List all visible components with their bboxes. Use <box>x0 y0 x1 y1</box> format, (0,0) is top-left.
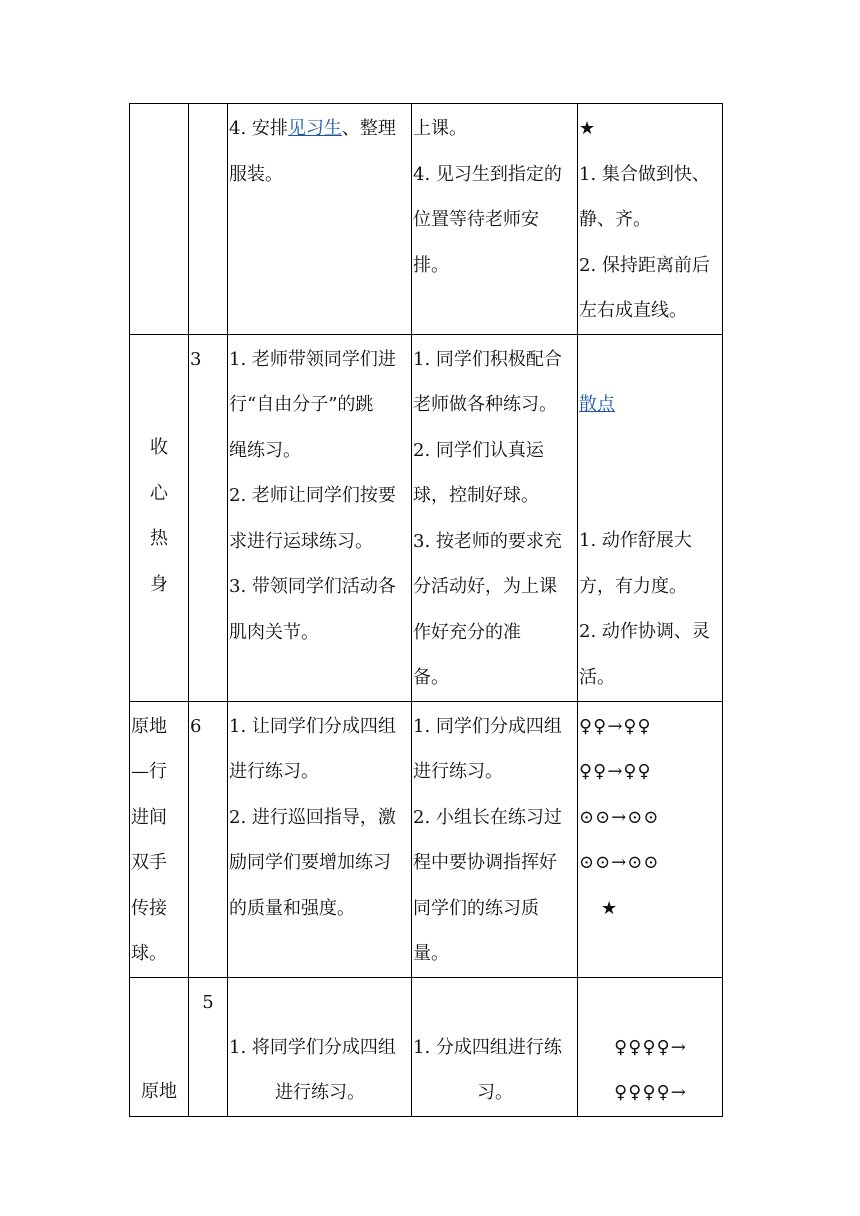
text-line: 球，控制好球。 <box>413 485 539 506</box>
formation-line: ⊙⊙→⊙⊙ <box>579 806 660 828</box>
formation-line: ♀♀→♀♀ <box>579 715 652 737</box>
section-name-cell <box>130 104 189 335</box>
section-name-cell <box>130 334 189 701</box>
text-line: 量。 <box>413 943 449 964</box>
minutes-cell <box>189 977 228 1116</box>
text-line: 1. 老师带领同学们进 <box>229 348 396 370</box>
text-line: 进行练习。 <box>275 1082 365 1103</box>
section-name-cell <box>130 701 189 977</box>
text-line: 励同学们要增加练习 <box>229 852 391 873</box>
text-line: 2. 同学们认真运 <box>413 439 544 461</box>
text-line: 同学们的练习质 <box>413 897 539 919</box>
text-line: —行 <box>131 761 167 782</box>
text-line: 原地 <box>131 715 167 737</box>
table-row <box>130 334 723 701</box>
student-activity-cell <box>412 977 578 1116</box>
text-line: 双手 <box>131 852 167 873</box>
table-row <box>130 701 723 977</box>
organization-cell <box>578 701 723 977</box>
text-line: 进行练习。 <box>413 761 503 782</box>
text-line: 3. 按老师的要求充 <box>413 530 562 552</box>
text-line: 、整理 <box>341 118 396 139</box>
section-name-cell <box>130 977 189 1116</box>
minutes-value: 6 <box>190 715 202 737</box>
text-line: 排。 <box>413 254 449 276</box>
text-line: 2. 老师让同学们按要 <box>229 485 396 506</box>
text-line: 1. 分成四组进行练 <box>413 1036 562 1058</box>
star-icon: ★ <box>601 897 619 919</box>
organization-cell <box>578 104 723 335</box>
formation-line: ♀♀→♀♀ <box>579 761 652 782</box>
text-line: 方，有力度。 <box>579 575 687 597</box>
text-line: 程中要协调指挥好 <box>413 852 557 873</box>
text-line: 静、齐。 <box>579 209 651 230</box>
text-line: 左右成直线。 <box>579 300 687 321</box>
student-activity-cell <box>412 334 578 701</box>
text-line: 备。 <box>413 667 449 688</box>
student-activity-cell <box>412 104 578 335</box>
text-line: 位置等待老师安 <box>413 209 539 230</box>
text-line: 4. 见习生到指定的 <box>413 163 562 185</box>
text-line: 分活动好，为上课 <box>413 576 557 597</box>
text-line: 3. 带领同学们活动各 <box>229 576 396 597</box>
text-line: 传接 <box>131 897 167 919</box>
text-line: 2. 动作协调、灵 <box>579 621 710 642</box>
lesson-plan-table <box>129 103 723 1117</box>
minutes-cell <box>189 334 228 701</box>
text-line: 活。 <box>579 666 615 688</box>
minutes-cell <box>189 701 228 977</box>
formation-line: ⊙⊙→⊙⊙ <box>579 852 660 873</box>
text-line: 身 <box>150 573 168 595</box>
teacher-activity-cell <box>228 977 412 1116</box>
text-line: 1. 集合做到快、 <box>579 163 710 185</box>
text-line: 的质量和强度。 <box>229 897 355 919</box>
text-line: 2. 保持距离前后 <box>579 254 710 276</box>
text-line: 肌肉关节。 <box>229 621 319 643</box>
teacher-activity-cell <box>228 701 412 977</box>
text-line: 1. 同学们积极配合 <box>413 348 562 370</box>
formation-line: ♀♀♀♀→ <box>614 1082 687 1103</box>
table-row <box>130 104 723 335</box>
teacher-activity-cell <box>228 104 412 335</box>
scatter-formation-link[interactable]: 散点 <box>579 393 615 415</box>
trainee-link[interactable]: 见习生 <box>287 118 342 139</box>
text-line: 1. 同学们分成四组 <box>413 715 562 737</box>
text-line: 热 <box>150 528 168 549</box>
student-activity-cell <box>412 701 578 977</box>
text-line: 收 <box>150 437 168 458</box>
star-icon: ★ <box>579 118 596 139</box>
teacher-activity-cell <box>228 334 412 701</box>
text-line: 球。 <box>131 943 167 964</box>
formation-line: ♀♀♀♀→ <box>614 1036 687 1058</box>
text-line: 1. 将同学们分成四组 <box>229 1036 396 1058</box>
text-line: 老师做各种练习。 <box>413 394 557 415</box>
text-line: 进行练习。 <box>229 761 319 782</box>
minutes-value: 5 <box>202 991 214 1013</box>
text-line: 绳练习。 <box>229 439 301 461</box>
text-line: 上课。 <box>413 118 467 139</box>
text-line: 行“自由分子”的跳 <box>229 394 374 415</box>
organization-cell <box>578 334 723 701</box>
organization-cell <box>578 977 723 1116</box>
text-line: 1. 让同学们分成四组 <box>229 715 396 737</box>
text-line: 原地 <box>141 1081 177 1102</box>
text-line: 1. 动作舒展大 <box>579 530 692 551</box>
minutes-value: 3 <box>190 348 202 370</box>
text-line: 2. 进行巡回指导，激 <box>229 806 396 828</box>
text-line: 4. 安排 <box>229 118 288 139</box>
text-line: 心 <box>150 482 168 504</box>
text-line: 求进行运球练习。 <box>229 530 373 552</box>
text-line: 作好充分的准 <box>413 621 521 643</box>
text-line: 进间 <box>131 806 167 828</box>
text-line: 习。 <box>477 1082 513 1103</box>
table-row <box>130 977 723 1116</box>
minutes-cell <box>189 104 228 335</box>
text-line: 2. 小组长在练习过 <box>413 806 562 828</box>
text-line: 服装。 <box>229 163 283 185</box>
